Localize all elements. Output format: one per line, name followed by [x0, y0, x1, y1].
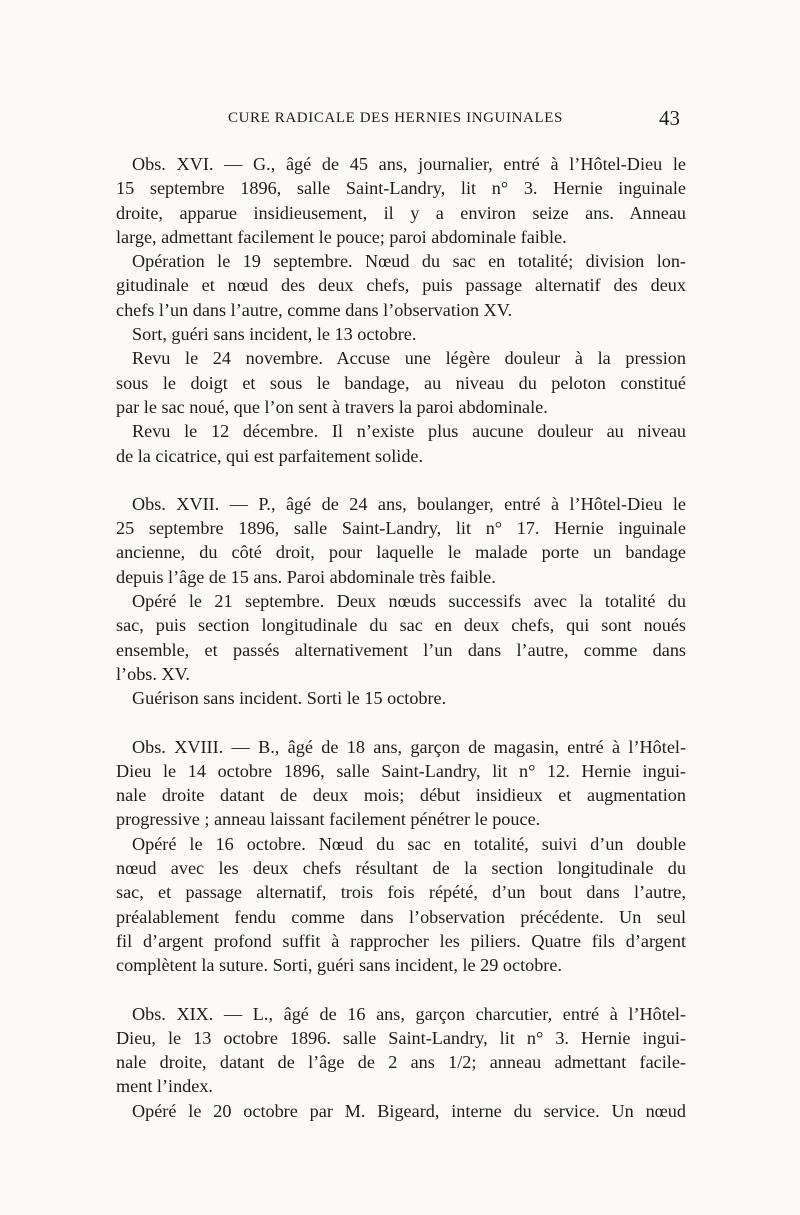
page-number: 43 [659, 106, 680, 130]
text-line: Opéré le 21 septembre. Deux nœuds successifs avec la totalité du [132, 591, 686, 612]
text-line: progressive ; anneau laissant facilement pénétrer le pouce. [116, 809, 541, 830]
text-line: Guérison sans incident. Sorti le 15 octobre. [132, 688, 447, 709]
paragraph-gap [116, 978, 686, 1002]
text-line: Revu le 12 décembre. Il n’existe plus aucune douleur au niveau [132, 421, 686, 442]
text-line: fil d’argent profond suffit à rapprocher les piliers. Quatre fils d’argent [116, 930, 686, 951]
text-line: sac, puis section longitudinale du sac en deux chefs, qui sont noués [116, 615, 686, 636]
running-title: CURE RADICALE DES HERNIES INGUINALES [228, 110, 563, 126]
text-line: Opération le 19 septembre. Nœud du sac en totalité; division lon- [132, 251, 686, 272]
text-line: complètent la suture. Sorti, guéri sans incident, le 29 octobre. [116, 955, 562, 976]
page-header [116, 106, 688, 130]
text-line: droite, apparue insidieusement, il y a environ seize ans. Anneau [116, 202, 686, 223]
text-line: Dieu, le 13 octobre 1896. salle Saint-Landry, lit n° 3. Hernie ingui- [116, 1027, 686, 1048]
observation-xix [116, 1002, 686, 1123]
text-line: Obs. XIX. — L., âgé de 16 ans, garçon charcutier, entré à l’Hôtel- [132, 1003, 686, 1024]
text-line: Dieu le 14 octobre 1896, salle Saint-Landry, lit n° 12. Hernie ingui- [116, 760, 686, 781]
text-line: large, admettant facilement le pouce; paroi abdominale faible. [116, 226, 567, 247]
text-line: Obs. XVII. — P., âgé de 24 ans, boulanger, entré à l’Hôtel-Dieu le [132, 493, 686, 514]
text-line: gitudinale et nœud des deux chefs, puis passage alternatif des deux [116, 275, 686, 296]
text-line: ment l’index. [116, 1076, 213, 1097]
observation-xviii [116, 735, 686, 978]
text-line: chefs l’un dans l’autre, comme dans l’observation XV. [116, 299, 513, 320]
body-text [116, 152, 686, 1123]
text-line: Opéré le 16 octobre. Nœud du sac en totalité, suivi d’un double [132, 833, 686, 854]
observation-xvi [116, 152, 686, 468]
paragraph-gap [116, 711, 686, 735]
text-line: Sort, guéri sans incident, le 13 octobre. [132, 324, 417, 345]
text-line: nale droite, datant de l’âge de 2 ans 1/2; anneau admettant facile- [116, 1052, 686, 1073]
text-line: par le sac noué, que l’on sent à travers la paroi abdominale. [116, 396, 548, 417]
text-line: Opéré le 20 octobre par M. Bigeard, interne du service. Un nœud [132, 1100, 686, 1121]
text-line: Obs. XVI. — G., âgé de 45 ans, journalier, entré à l’Hôtel-Dieu le [132, 154, 686, 174]
text-line: de la cicatrice, qui est parfaitement solide. [116, 445, 424, 466]
text-line: Revu le 24 novembre. Accuse une légère douleur à la pression [132, 348, 686, 369]
text-line: ensemble, et passés alternativement l’un dans l’autre, comme dans [116, 639, 686, 660]
text-line: Obs. XVIII. — B., âgé de 18 ans, garçon de magasin, entré à l’Hôtel- [132, 736, 686, 757]
observation-xvii [116, 492, 686, 711]
text-line: nale droite datant de deux mois; début insidieux et augmentation [116, 785, 686, 806]
text-line: ancienne, du côté droit, pour laquelle le malade porte un bandage [116, 542, 686, 563]
text-line: 25 septembre 1896, salle Saint-Landry, lit n° 17. Hernie inguinale [116, 518, 686, 539]
text-line: sac, et passage alternatif, trois fois répété, d’un bout dans l’autre, [116, 882, 686, 903]
text-line: depuis l’âge de 15 ans. Paroi abdominale très faible. [116, 566, 496, 587]
text-line: nœud avec les deux chefs résultant de la section longitudinale du [116, 858, 686, 879]
paragraph-gap [116, 468, 686, 492]
text-line: 15 septembre 1896, salle Saint-Landry, lit n° 3. Hernie inguinale [116, 178, 686, 199]
text-line: l’obs. XV. [116, 663, 190, 684]
text-line: sous le doigt et sous le bandage, au niveau du peloton constitué [116, 372, 686, 393]
text-line: préalablement fendu comme dans l’observation précédente. Un seul [116, 906, 686, 927]
